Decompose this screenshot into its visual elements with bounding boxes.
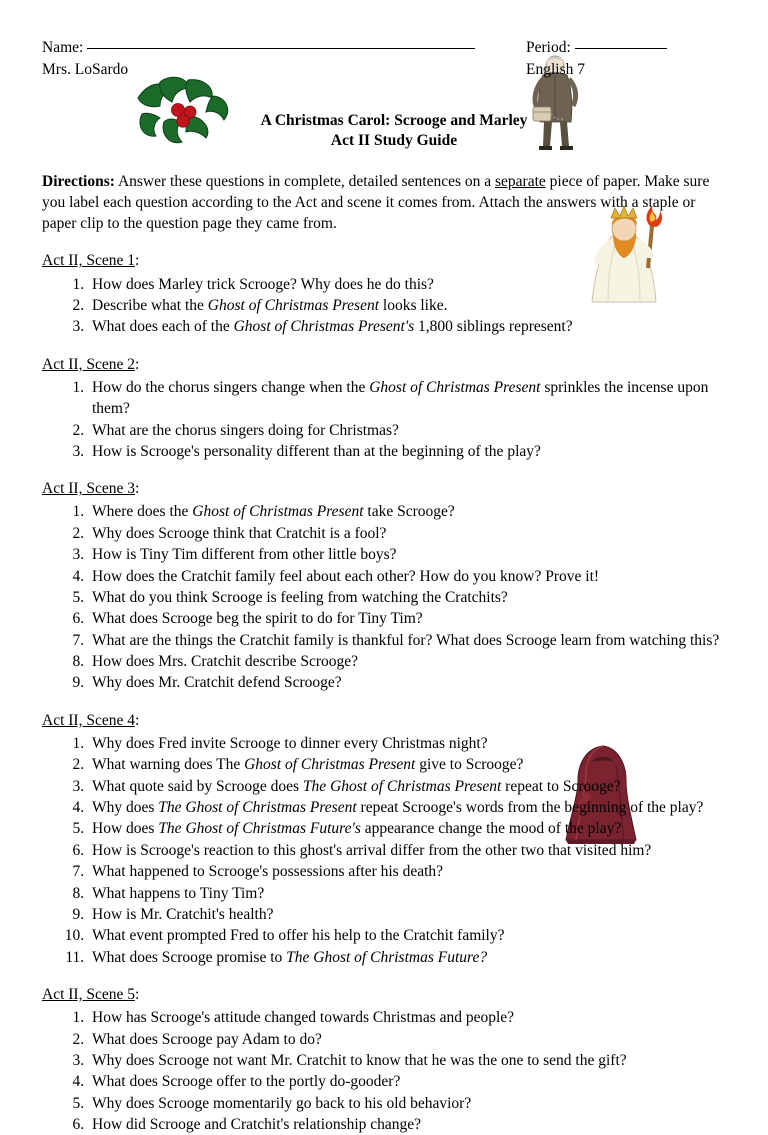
scene-heading <box>42 711 726 731</box>
question-title-italic: Ghost of Christmas Present <box>207 296 380 314</box>
question-text: How did Scrooge and Cratchit's relationship change? <box>92 1116 422 1134</box>
question-item <box>88 523 726 544</box>
question-item <box>88 861 726 882</box>
question-text: How does Marley trick Scrooge? Why does he do this? <box>92 275 434 293</box>
question-text: What happens to Tiny Tim? <box>92 884 265 902</box>
question-list <box>42 274 726 338</box>
question-title-italic: Ghost of Christmas Present <box>244 756 416 774</box>
directions-paragraph <box>42 171 726 234</box>
question-text: How does <box>92 820 159 838</box>
scene-block <box>42 479 726 694</box>
title-line-2: Act II Study Guide <box>330 131 458 149</box>
document-content <box>42 38 726 1135</box>
question-item <box>88 377 726 420</box>
question-text: How is Scrooge's reaction to this ghost's arrival differ from the other two that visited him? <box>92 841 652 859</box>
title-line-1: A Christmas Carol: Scrooge and Marley <box>260 111 528 129</box>
document-title <box>62 111 726 151</box>
question-text: Describe what the <box>92 296 208 314</box>
question-item <box>88 1114 726 1135</box>
question-item <box>88 1071 726 1092</box>
question-text: What happened to Scrooge's possessions after his death? <box>92 863 444 881</box>
name-label: Name: <box>42 39 84 56</box>
question-text: 1,800 siblings represent? <box>414 318 573 336</box>
question-text: What are the chorus singers doing for Christmas? <box>92 421 399 439</box>
question-item <box>88 883 726 904</box>
question-text: sprinkles the incense upon them? <box>92 378 709 418</box>
course-name: English 7 <box>526 60 585 78</box>
question-item <box>88 420 726 441</box>
scene-block <box>42 711 726 968</box>
question-text: What does Scrooge pay Adam to do? <box>92 1030 322 1048</box>
scene-heading-colon: : <box>134 252 140 270</box>
question-title-italic: The Ghost of Christmas Future's <box>158 820 361 838</box>
question-item <box>88 544 726 565</box>
question-text: repeat Scrooge's words from the beginning of the play? <box>356 799 704 817</box>
question-text: How is Tiny Tim different from other little boys? <box>92 546 397 564</box>
question-item <box>88 672 726 693</box>
period-blank-line[interactable] <box>575 48 667 49</box>
question-title-italic: The Ghost of Christmas Present <box>302 777 502 795</box>
scene-block <box>42 355 726 463</box>
question-title-italic: Ghost of Christmas Present <box>369 378 541 396</box>
name-field-row <box>42 38 512 59</box>
question-text: Why does <box>92 799 159 817</box>
question-text: What does each of the <box>92 318 234 336</box>
question-text: What does Scrooge beg the spirit to do for Tiny Tim? <box>92 610 423 628</box>
question-item <box>88 316 726 337</box>
question-item <box>88 630 726 651</box>
question-title-italic: The Ghost of Christmas Present <box>158 799 357 817</box>
scene-heading-label: Act II, Scene 4 <box>42 711 135 729</box>
scene-block <box>42 251 726 337</box>
scene-heading <box>42 985 726 1005</box>
question-text: give to Scrooge? <box>415 756 524 774</box>
question-item <box>88 274 726 295</box>
question-text: What warning does The <box>92 756 245 774</box>
scene-block <box>42 985 726 1135</box>
question-text: What quote said by Scrooge does <box>92 777 303 795</box>
question-item <box>88 566 726 587</box>
teacher-name: Mrs. LoSardo <box>42 60 129 78</box>
question-item <box>88 295 726 316</box>
question-text: What do you think Scrooge is feeling from watching the Cratchits? <box>92 588 508 606</box>
document-header <box>42 38 726 81</box>
question-text: What does Scrooge offer to the portly do-gooder? <box>92 1073 401 1091</box>
question-item <box>88 904 726 925</box>
question-text: How is Scrooge's personality different than at the beginning of the play? <box>92 442 541 460</box>
question-item <box>88 797 726 818</box>
question-text: repeat to Scrooge? <box>501 777 621 795</box>
question-list <box>42 733 726 968</box>
question-item <box>88 608 726 629</box>
question-text: Why does Fred invite Scrooge to dinner every Christmas night? <box>92 734 488 752</box>
question-list <box>42 501 726 693</box>
question-item <box>88 1007 726 1028</box>
directions-label: Directions: <box>42 173 115 191</box>
scene-heading-colon: : <box>134 480 140 498</box>
question-text: Why does Mr. Cratchit defend Scrooge? <box>92 674 342 692</box>
question-text: Why does Scrooge not want Mr. Cratchit to know that he was the one to send the gift? <box>92 1051 627 1069</box>
name-blank-line[interactable] <box>87 48 475 49</box>
question-title-italic: Ghost of Christmas Present <box>192 503 364 521</box>
question-text: How do the chorus singers change when the <box>92 378 370 396</box>
question-text: What event prompted Fred to offer his help to the Cratchit family? <box>92 927 505 945</box>
question-item <box>88 754 726 775</box>
question-text: take Scrooge? <box>363 503 455 521</box>
question-list <box>42 377 726 463</box>
question-item <box>88 947 726 968</box>
scene-heading-colon: : <box>134 711 140 729</box>
question-item <box>88 925 726 946</box>
question-item <box>88 1093 726 1114</box>
scene-heading-label: Act II, Scene 1 <box>42 252 135 270</box>
question-text: What are the things the Cratchit family is thankful for? What does Scrooge learn from watching this? <box>92 631 720 649</box>
scene-heading <box>42 251 726 271</box>
question-item <box>88 587 726 608</box>
scene-heading-label: Act II, Scene 3 <box>42 480 135 498</box>
question-list <box>42 1007 726 1135</box>
question-item <box>88 1029 726 1050</box>
question-item <box>88 651 726 672</box>
scene-heading-colon: : <box>134 355 140 373</box>
question-text: How is Mr. Cratchit's health? <box>92 905 274 923</box>
scene-list <box>42 251 726 1135</box>
question-text: How does Mrs. Cratchit describe Scrooge? <box>92 653 359 671</box>
scene-heading <box>42 355 726 375</box>
question-text: appearance change the mood of the play? <box>360 820 622 838</box>
question-item <box>88 818 726 839</box>
question-item <box>88 776 726 797</box>
question-text: What does Scrooge promise to <box>92 948 287 966</box>
scene-heading-label: Act II, Scene 2 <box>42 355 135 373</box>
question-text: looks like. <box>379 296 448 314</box>
question-item <box>88 501 726 522</box>
question-text: Why does Scrooge think that Cratchit is a fool? <box>92 524 387 542</box>
question-title-italic: Ghost of Christmas Present's <box>233 318 415 336</box>
period-label: Period: <box>526 39 571 56</box>
scene-heading-label: Act II, Scene 5 <box>42 986 135 1004</box>
question-item <box>88 441 726 462</box>
directions-text-after: piece of paper. Make sure you label each question according to the Act and scene it comes from. Attach the answers with a staple or paper clip to the question page they came from. <box>42 173 710 233</box>
directions-text-before: Answer these questions in complete, detailed sentences on a <box>117 173 495 191</box>
question-title-italic: The Ghost of Christmas Future? <box>286 948 488 966</box>
question-item <box>88 840 726 861</box>
directions-underlined-word: separate <box>495 173 546 191</box>
question-text: How does the Cratchit family feel about each other? How do you know? Prove it! <box>92 567 600 585</box>
question-item <box>88 1050 726 1071</box>
question-item <box>88 733 726 754</box>
question-text: Where does the <box>92 503 193 521</box>
question-text: Why does Scrooge momentarily go back to his old behavior? <box>92 1094 472 1112</box>
period-field-row <box>526 38 726 59</box>
scene-heading-colon: : <box>134 986 140 1004</box>
question-text: How has Scrooge's attitude changed towards Christmas and people? <box>92 1009 515 1027</box>
scene-heading <box>42 479 726 499</box>
